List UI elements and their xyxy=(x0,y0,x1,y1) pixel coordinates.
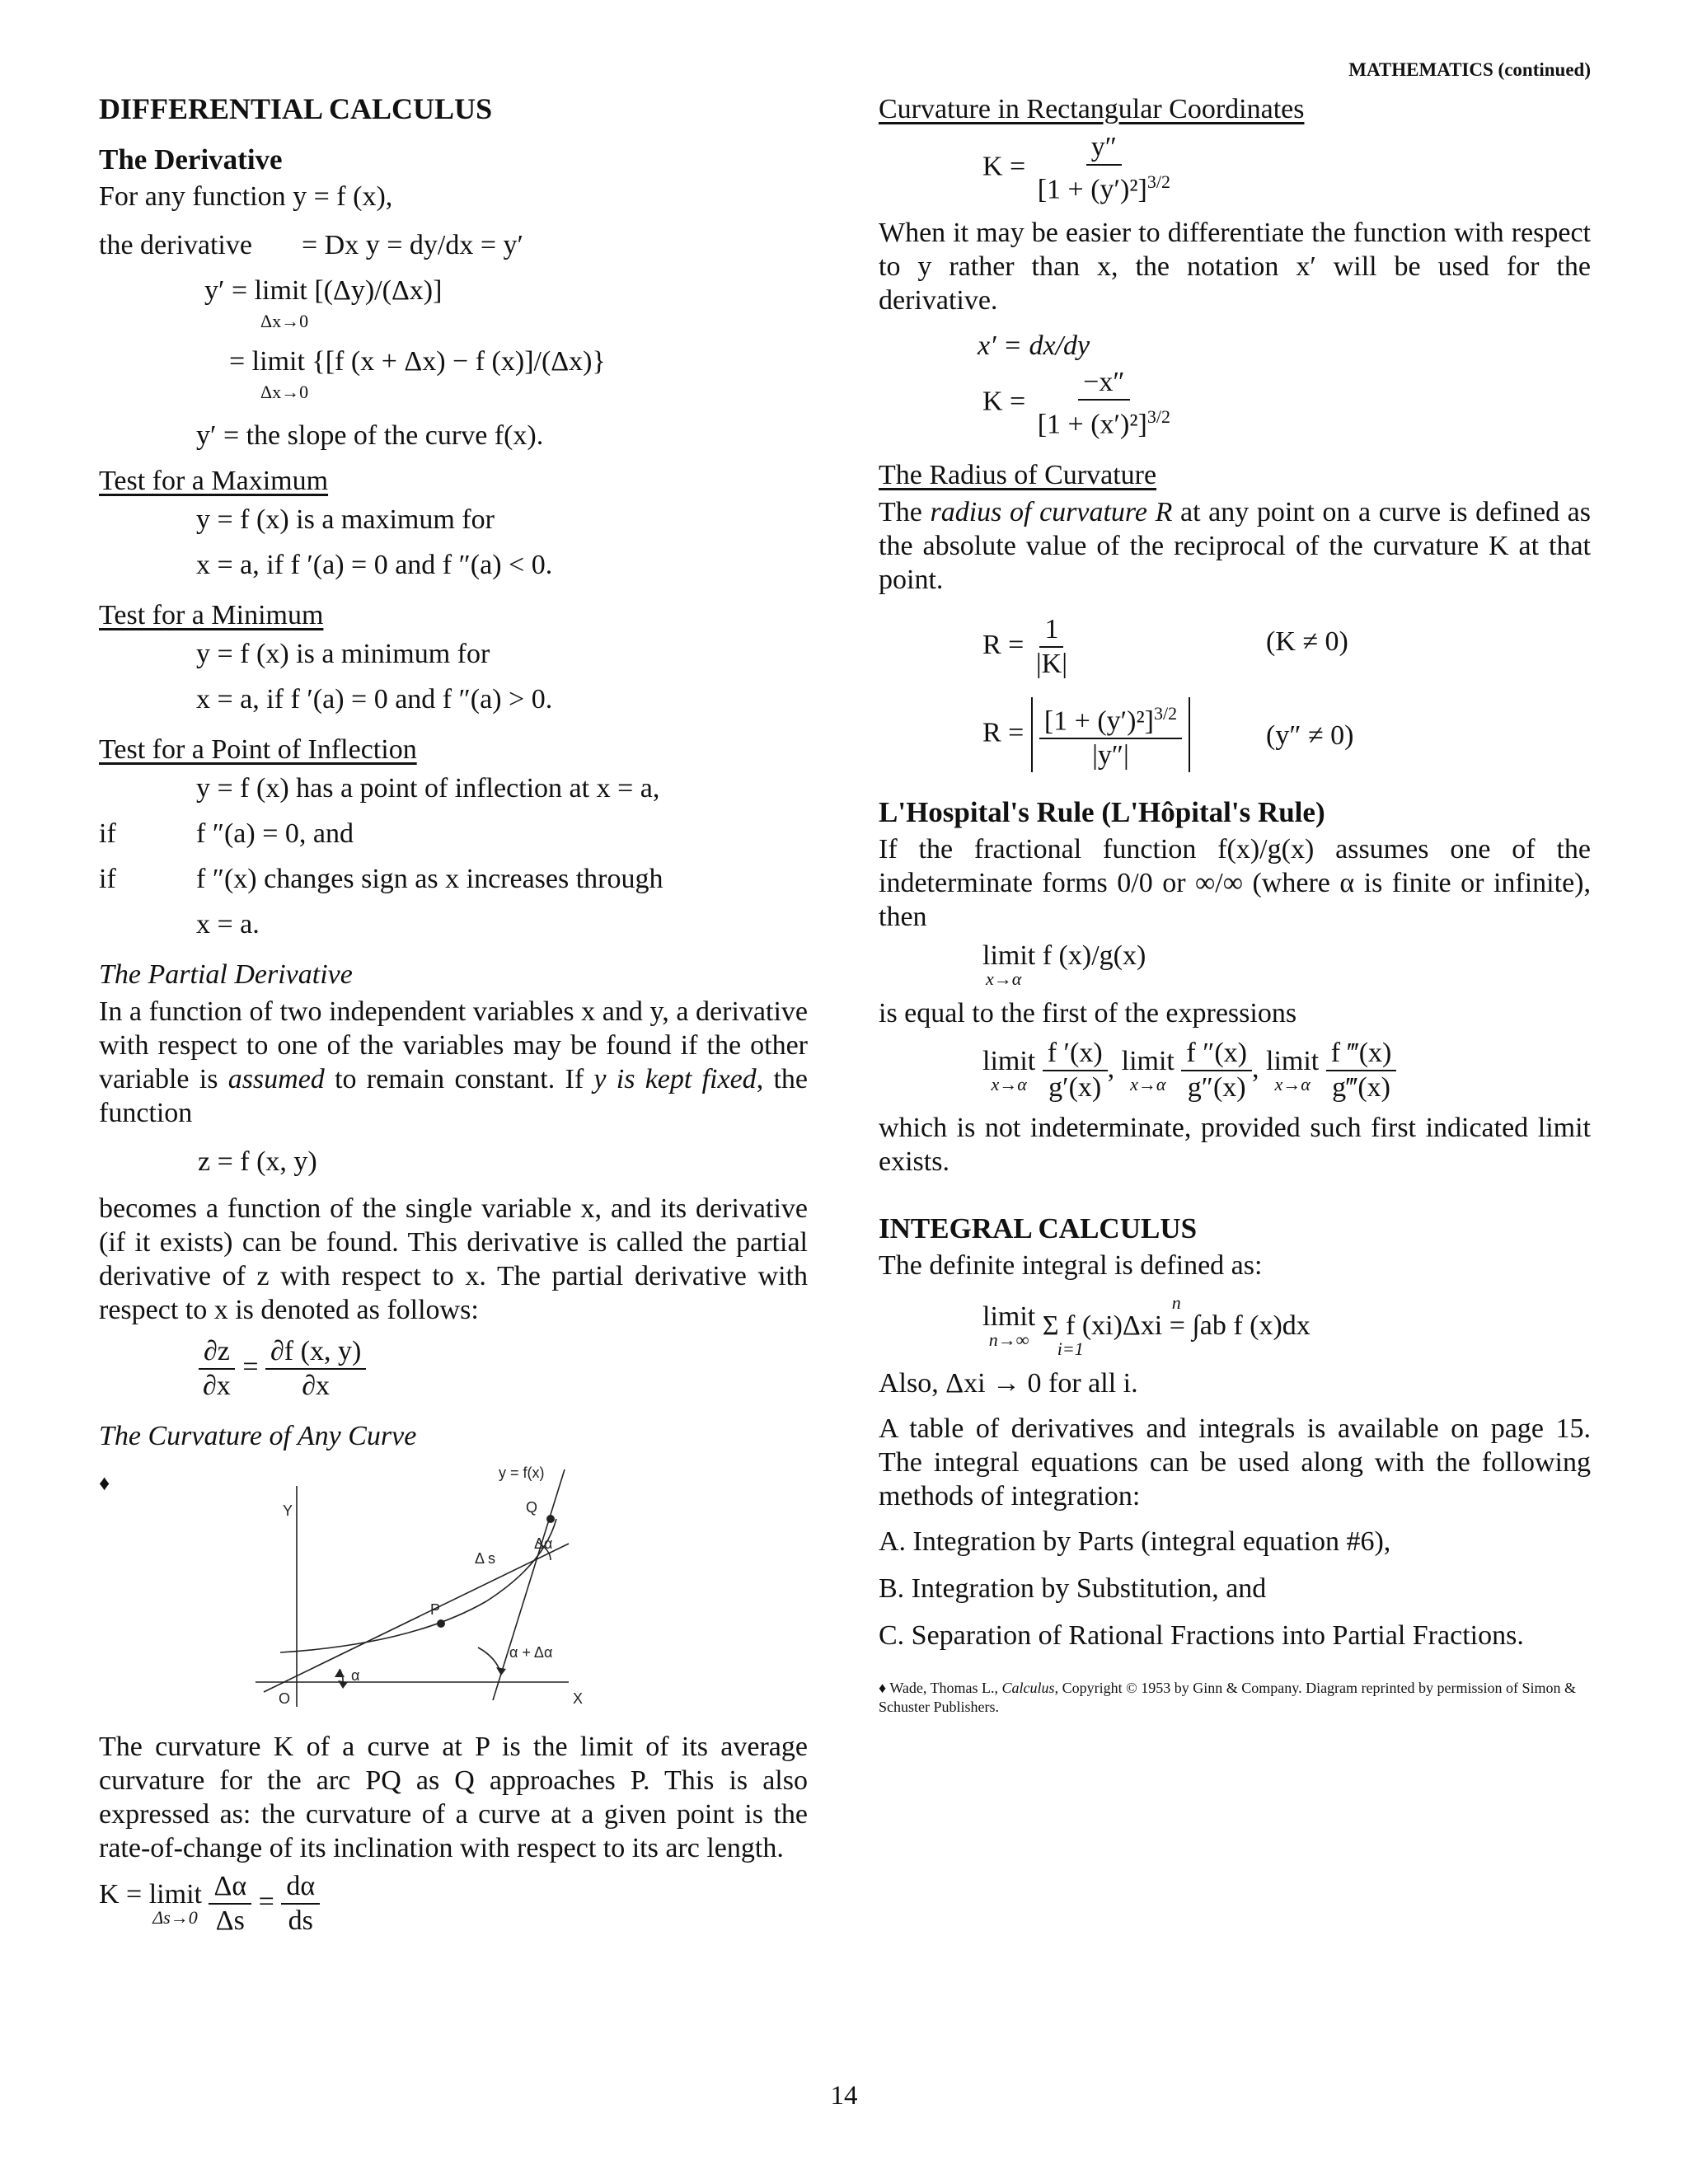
r2-condition: (y″ ≠ 0) xyxy=(1266,719,1354,751)
method-b: B. Integration by Substitution, and xyxy=(879,1572,1267,1604)
footnote xyxy=(879,1679,1591,1717)
rect-coords-heading: Curvature in Rectangular Coordinates xyxy=(879,94,1305,124)
diagram-ds-label: Δ s xyxy=(475,1550,496,1567)
int-limit xyxy=(982,1303,1035,1349)
r2-frac xyxy=(1039,697,1182,772)
radius-p-a: The xyxy=(879,496,931,527)
footnote-b: , Copyright © 1953 by Ginn & Company. Diagram reprinted by permission of Simon & Schuster Publishers. xyxy=(879,1679,1577,1715)
integral-definition: The definite integral is defined as: xyxy=(879,1249,1263,1281)
inflection-line3-text: f ″(x) changes sign as x increases through xyxy=(196,864,663,894)
partial-p1-kept: y is kept fixed xyxy=(593,1064,757,1094)
k2-num: −x″ xyxy=(1078,366,1129,401)
r2-abs xyxy=(1031,697,1190,772)
inflection-line4: x = a. xyxy=(196,909,260,940)
k-limit xyxy=(99,1881,202,1927)
derivative-eq1-text: y′ = limit [(Δy)/(Δx)] xyxy=(204,275,443,306)
diagram-y-label: Y xyxy=(283,1502,293,1519)
diagram-dalpha-label: Δα xyxy=(534,1535,553,1552)
lh-lim-text: limit f (x)/g(x) xyxy=(982,940,1146,971)
curvature-eq2 xyxy=(879,366,1591,441)
slope-line: y′ = the slope of the curve f(x). xyxy=(196,420,544,451)
curvature-heading: The Curvature of Any Curve xyxy=(99,1421,417,1451)
lh-frac3 xyxy=(1326,1037,1397,1104)
right-column xyxy=(879,92,1591,1717)
alpha-arrow-top xyxy=(335,1669,345,1677)
lhopital-paragraph: If the fractional function f(x)/g(x) assumes one of the indeterminate forms 0/0 or ∞/∞ (where α is finite or infinite), then xyxy=(879,833,1591,932)
radius-paragraph xyxy=(879,495,1591,597)
derivative-eq2-sub: Δx→0 xyxy=(260,382,309,402)
r2-lhs: R = xyxy=(982,717,1025,748)
lh-d3: g‴(x) xyxy=(1332,1071,1390,1103)
footnote-title: Calculus xyxy=(1001,1679,1055,1696)
running-header: MATHEMATICS (continued) xyxy=(1348,59,1591,80)
derivative-eq1 xyxy=(99,274,808,307)
k1-lhs: K = xyxy=(982,151,1026,182)
left-column xyxy=(99,92,808,1938)
lhopital-expressions: limit x→α $\frac{f '(x)}{g'(x)}$ , limit x→α $\frac{f ''(x)}{g''(x)}$ , limit x→α $\frac{f ‴(x)}{g‴(x)}$ xyxy=(879,1037,1591,1104)
point-q xyxy=(546,1515,555,1523)
min-line2: x = a, if f ′(a) = 0 and f ″(a) > 0. xyxy=(196,684,553,715)
max-line1: y = f (x) is a maximum for xyxy=(196,504,495,535)
lh-sub: x→α xyxy=(986,968,1022,989)
integral-heading: INTEGRAL CALCULUS xyxy=(879,1212,1198,1244)
differential-calculus-title: DIFFERENTIAL CALCULUS xyxy=(99,92,493,125)
int-expr: Σ f (xi)Δxi = ∫ab f (x)dx xyxy=(1042,1310,1311,1341)
max-line2: x = a, if f ′(a) = 0 and f ″(a) < 0. xyxy=(196,550,553,580)
pd-num2: ∂f (x, y) xyxy=(265,1335,366,1370)
derivative-eq1-sub: Δx→0 xyxy=(260,311,309,331)
k1-exp: 3/2 xyxy=(1146,171,1170,192)
lh-lim3-text: limit xyxy=(1266,1045,1320,1076)
int-sum-top: n xyxy=(1171,1291,1181,1313)
partial-p1c: , the function xyxy=(99,1064,808,1128)
curvature-diagram xyxy=(99,1453,808,1730)
r2-exp: 3/2 xyxy=(1153,702,1178,724)
k2-lhs: K = xyxy=(982,386,1026,417)
max-heading: Test for a Maximum xyxy=(99,466,329,496)
r1-condition: (K ≠ 0) xyxy=(1266,626,1348,657)
radius-eq1 xyxy=(879,613,1591,681)
lhopital-equal: is equal to the first of the expressions xyxy=(879,997,1297,1029)
k-frac1 xyxy=(209,1870,251,1938)
derivative-notation: = Dx y = dy/dx = y′ xyxy=(301,230,523,260)
inflection-line2-text: f ″(a) = 0, and xyxy=(196,818,354,849)
int-sum-bot: i=1 xyxy=(1057,1338,1084,1359)
z-equation: z = f (x, y) xyxy=(198,1146,317,1177)
if-label: if xyxy=(99,864,116,894)
int-lim-text: limit xyxy=(982,1301,1036,1332)
curvature-limit-eq: K = limit Δs→0 $\frac{\Delta\alpha}{\Delta s}$ = $\frac{d\alpha}{ds}$ xyxy=(99,1870,808,1938)
lhopital-which: which is not indeterminate, provided such first indicated limit exists. xyxy=(879,1112,1591,1177)
k-den1: Δs xyxy=(215,1905,245,1936)
diagram-x-label: X xyxy=(573,1690,584,1707)
lh-n2: f ″(x) xyxy=(1181,1037,1252,1071)
lh-lim2-text: limit xyxy=(1121,1045,1175,1076)
lh-d2: g″(x) xyxy=(1187,1071,1246,1103)
inflection-line3 xyxy=(99,862,808,896)
inflection-line1: y = f (x) has a point of inflection at x = a, xyxy=(196,773,660,804)
lh-lim2 xyxy=(1122,1047,1175,1094)
lh-lim2-sub: x→α xyxy=(1130,1073,1166,1094)
the-derivative-label: the derivative xyxy=(99,230,252,260)
k1-frac xyxy=(1033,131,1175,206)
r1-den: |K| xyxy=(1035,648,1068,679)
k1-den xyxy=(1033,166,1175,206)
lh-n1: f ′(x) xyxy=(1043,1037,1108,1071)
lh-d1: g′(x) xyxy=(1048,1071,1102,1103)
lh-lim1 xyxy=(982,1047,1035,1094)
k-den2: ds xyxy=(288,1905,313,1936)
differentiate-paragraph: When it may be easier to differentiate the function with respect to y rather than x, the notation x′ will be used for the derivative. xyxy=(879,218,1591,316)
radius-eq2 xyxy=(879,697,1591,772)
inflection-line2 xyxy=(99,817,808,851)
partial-p1-assumed: assumed xyxy=(227,1064,325,1094)
partial-p1a: In a function of two independent variables x and y, a derivative with respect to one of the variables may be found if the other variable is xyxy=(99,996,808,1094)
partial-heading: The Partial Derivative xyxy=(99,959,353,990)
int-sub: n→∞ xyxy=(988,1329,1029,1350)
derivative-eq2: = limit {[f (x + Δx) − f (x)]/(Δx)} xyxy=(229,346,606,377)
k2-exp: 3/2 xyxy=(1146,406,1170,428)
for-any-function: For any function y = f (x), xyxy=(99,181,393,212)
k-num2: dα xyxy=(281,1870,320,1905)
pd-frac2 xyxy=(265,1335,366,1403)
also-line: Also, Δxi → 0 for all i. xyxy=(879,1367,1138,1399)
diagram-q-label: Q xyxy=(526,1499,538,1516)
footnote-a: ♦ Wade, Thomas L., xyxy=(879,1679,1002,1696)
r1-lhs: R = xyxy=(982,629,1025,660)
lh-lim1-sub: x→α xyxy=(991,1073,1027,1094)
min-heading: Test for a Minimum xyxy=(99,600,324,630)
integral-equation xyxy=(879,1291,1591,1359)
partial-p1b: to remain constant. If xyxy=(324,1064,594,1094)
curve-path xyxy=(280,1519,556,1652)
radius-p-it: radius of curvature R xyxy=(930,496,1173,527)
page-number: 14 xyxy=(830,2081,858,2111)
alpha-plus-arc xyxy=(478,1647,501,1674)
k-sub: Δs→0 xyxy=(152,1907,198,1928)
lh-limit-block xyxy=(982,942,1146,988)
r1-frac xyxy=(1031,613,1072,681)
k-frac2 xyxy=(281,1870,320,1938)
r2-den: |y″| xyxy=(1092,739,1129,771)
k1-num: y″ xyxy=(1086,131,1122,166)
inflection-heading: Test for a Point of Inflection xyxy=(99,734,417,765)
k-num1: Δα xyxy=(209,1870,251,1905)
diamond-marker: ♦ xyxy=(99,1471,110,1495)
pd-den1: ∂x xyxy=(203,1371,231,1401)
table-paragraph: A table of derivatives and integrals is available on page 15. The integral equations can be used along with the following methods of integration: xyxy=(879,1413,1591,1511)
r2-num xyxy=(1039,697,1182,739)
curvature-paragraph: The curvature K of a curve at P is the limit of its average curvature for the arc PQ as Q approaches P. This is also expressed as: the curvature of a curve at a given point is the rate-of-change of its inclination with respect to its arc length. xyxy=(99,1732,808,1863)
k2-den xyxy=(1033,401,1175,441)
pd-den2: ∂x xyxy=(302,1371,331,1401)
point-p xyxy=(437,1619,445,1628)
partial-derivative-eq: $\frac{\partial z}{\partial x}$ = $\frac{\partial f (x, y)}{\partial x}$ xyxy=(99,1335,808,1403)
pd-frac1 xyxy=(198,1335,236,1403)
lh-lim1-text: limit xyxy=(982,1045,1036,1076)
curvature-eq1 xyxy=(879,131,1591,206)
diagram-curve-label: y = f(x) xyxy=(499,1465,545,1481)
diagram-alpha-label: α xyxy=(351,1667,360,1684)
lh-n3: f ‴(x) xyxy=(1326,1037,1397,1071)
diagram-origin-label: O xyxy=(279,1690,291,1707)
if-label: if xyxy=(99,818,116,849)
k-lhs: K = limit xyxy=(99,1879,202,1910)
min-line1: y = f (x) is a minimum for xyxy=(196,639,490,669)
derivative-heading: The Derivative xyxy=(99,143,283,176)
partial-paragraph2: becomes a function of the single variable x, and its derivative (if it exists) can be found. This derivative is called the partial derivative of z with respect to x. The partial derivative with respect to x is denoted as follows: xyxy=(99,1193,808,1325)
diagram-alpha-plus-label: α + Δα xyxy=(509,1644,553,1661)
diagram-p-label: P xyxy=(430,1601,441,1618)
int-sum-bounds xyxy=(1042,1291,1311,1359)
k1-den-text: [1 + (y′)²] xyxy=(1037,174,1147,205)
r2-num-text: [1 + (y′)²] xyxy=(1043,705,1154,736)
lhopital-limit xyxy=(879,942,1591,988)
k2-den-text: [1 + (x′)²] xyxy=(1037,409,1147,440)
curvature-diagram-block xyxy=(99,1453,808,1730)
method-a: A. Integration by Parts (integral equation #6), xyxy=(879,1526,1391,1557)
lh-frac1 xyxy=(1043,1037,1108,1104)
partial-paragraph1 xyxy=(99,995,808,1130)
radius-p-b: at any point on a curve is defined as the absolute value of the reciprocal of the curvature K at that point. xyxy=(879,496,1592,595)
lhopital-heading: L'Hospital's Rule (L'Hôpital's Rule) xyxy=(879,795,1325,828)
k2-frac xyxy=(1033,366,1175,441)
xprime-line: x′ = dx/dy xyxy=(978,330,1090,362)
tangent-at-p xyxy=(264,1544,569,1692)
lh-frac2 xyxy=(1181,1037,1252,1104)
alpha-plus-arrow xyxy=(496,1667,506,1675)
pd-num1: ∂z xyxy=(199,1335,235,1370)
radius-heading: The Radius of Curvature xyxy=(879,459,1157,490)
method-c: C. Separation of Rational Fractions into Partial Fractions. xyxy=(879,1619,1524,1651)
r1-num: 1 xyxy=(1039,613,1063,648)
lh-lim3-sub: x→α xyxy=(1274,1073,1311,1094)
lh-lim3 xyxy=(1266,1047,1319,1094)
derivative-definition xyxy=(99,228,808,262)
